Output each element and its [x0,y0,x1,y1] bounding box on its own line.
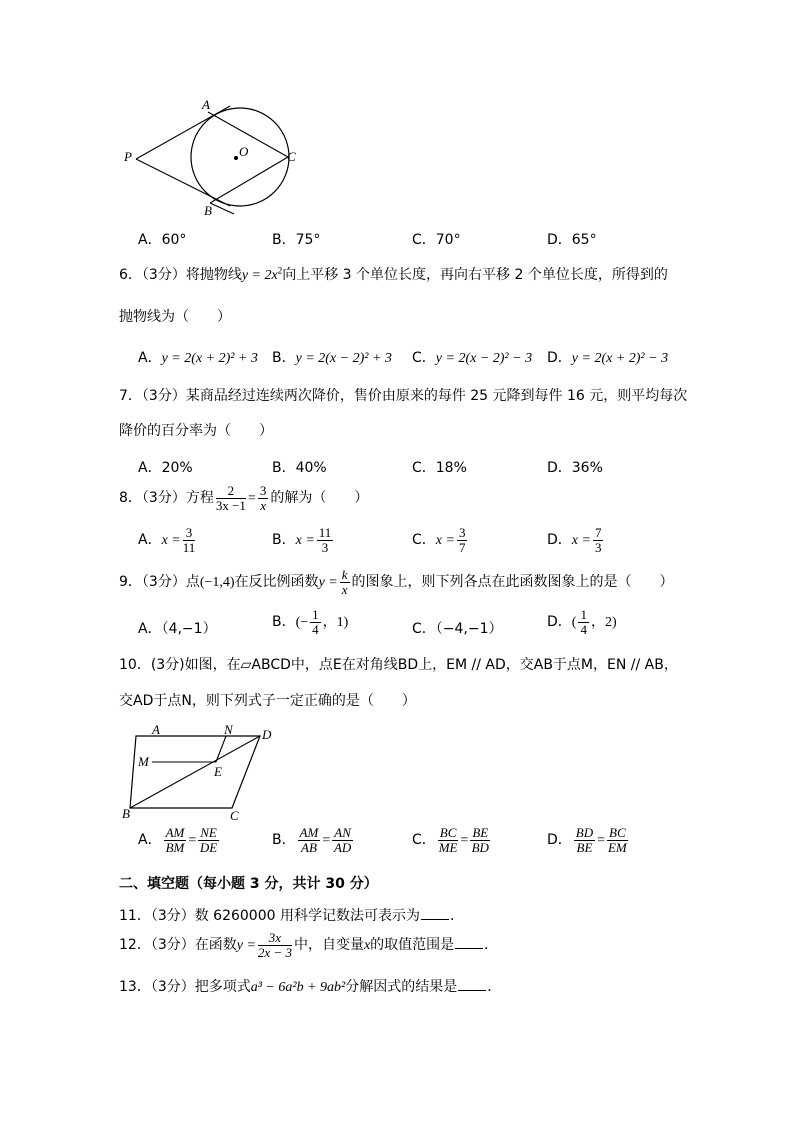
q8-fraction-left: $\frac{2}{3x -1}$ [215,483,246,513]
q11-answer-blank[interactable] [421,907,449,920]
q13-stem: 13．（3分）把多项式a³ − 6a²b + 9ab²分解因式的结果是 ． [119,979,502,995]
label-b: B [204,203,212,218]
q6-stem-line1: 6．（3分）将抛物线$y = 2x^2$向上平移 3 个单位长度，再向右平移 2 个单位长度，所得到的 [119,265,668,283]
q9-option-d[interactable]: D．( $\frac{1}{4}$ ，2) [547,607,617,637]
label-m: M [138,754,149,769]
label-p: P [124,149,132,164]
q10-option-a[interactable]: A． $\frac{AM}{BM}$ = $\frac{NE}{DE}$ [138,825,218,855]
circle-tangent-figure [118,98,318,218]
q7-option-a[interactable]: A．20% [138,460,193,476]
q6-option-d[interactable]: D．y = 2(x + 2)² − 3 [547,350,669,366]
q8-stem: 8．（3分）方程 $\frac{2}{3x -1}$ = $\frac{3}{x}$ 的解为（ ） [119,483,369,513]
q10-option-d[interactable]: D． $\frac{BD}{BE}$ = $\frac{BC}{EM}$ [547,825,627,855]
q7-option-b[interactable]: B．40% [272,460,327,476]
label-c: C [287,149,296,164]
q5-option-c[interactable]: C．70° [412,232,461,248]
q9-option-a[interactable]: A．（4,−1） [138,621,217,637]
q6-function: y = 2x [241,268,278,283]
section-2-title: 二、填空题（每小题 3 分，共计 30 分） [119,876,378,892]
q7-option-d[interactable]: D．36% [547,460,603,476]
q10-option-b[interactable]: B． $\frac{AM}{AB}$ = $\frac{AN}{AD}$ [272,825,352,855]
q8-fraction-right: $\frac{3}{x}$ [259,483,267,513]
label-d: D [262,727,272,742]
chord-bc [210,157,288,203]
q5-option-a[interactable]: A．60° [138,232,187,248]
q9-option-b[interactable]: B．(− $\frac{1}{4}$ ，1) [272,607,349,637]
q11-stem: 11．（3分）数 6260000 用科学记数法可表示为 ． [119,908,464,924]
q12-answer-blank[interactable] [455,936,483,949]
q10-option-c[interactable]: C． $\frac{BC}{ME}$ = $\frac{BE}{BD}$ [412,825,489,855]
diagonal-bd [130,736,260,808]
q6-option-a[interactable]: A．y = 2(x + 2)² + 3 [138,350,258,366]
q6-stem-line2: 抛物线为（ ） [119,309,231,325]
q10-stem-line1: 10．(3分)如图，在▱ABCD中，点E在对角线BD上，EM // AD，交AB于点M，EN // AB， [119,657,678,673]
q8-option-d[interactable]: D．x = $\frac{7}{3}$ [547,525,602,555]
label-a: A [152,722,160,737]
q12-stem: 12．（3分）在函数y = $\frac{3x}{2x - 3}$ 中，自变量x的取值范围是 ． [119,930,499,960]
q9-option-c[interactable]: C．（−4,−1） [412,621,503,637]
q10-stem-line2: 交AD于点N，则下列式子一定正确的是（ ） [119,693,416,709]
label-b: B [122,806,130,821]
parallelogram-figure [118,722,278,824]
q8-option-c[interactable]: C．x = $\frac{3}{7}$ [412,525,466,555]
q7-option-c[interactable]: C．18% [412,460,467,476]
label-e: E [214,764,222,779]
q5-option-d[interactable]: D．65° [547,232,597,248]
center-o [234,156,238,160]
q5-option-b[interactable]: B．75° [272,232,321,248]
q6-option-b[interactable]: B．y = 2(x − 2)² + 3 [272,350,392,366]
q13-answer-blank[interactable] [458,978,486,991]
label-o: O [239,144,249,159]
q7-stem-line2: 降价的百分率为（ ） [119,423,273,439]
q8-option-a[interactable]: A．x = $\frac{3}{11}$ [138,525,196,555]
q6-option-c[interactable]: C．y = 2(x − 2)² − 3 [412,350,533,366]
label-n: N [224,722,233,737]
label-c: C [230,808,239,823]
tangent-pa [136,110,223,159]
label-a: A [202,98,210,112]
q8-option-b[interactable]: B．x = $\frac{11}{3}$ [272,525,332,555]
q7-stem-line1: 7．（3分）某商品经过连续两次降价，售价由原来的每件 25 元降到每件 16 元，则平均每次 [119,388,688,404]
q9-stem: 9．（3分）点(−1,4)在反比例函数y = $\frac{k}{x}$ 的图象上，则下列各点在此函数图象上的是（ ） [119,567,674,597]
